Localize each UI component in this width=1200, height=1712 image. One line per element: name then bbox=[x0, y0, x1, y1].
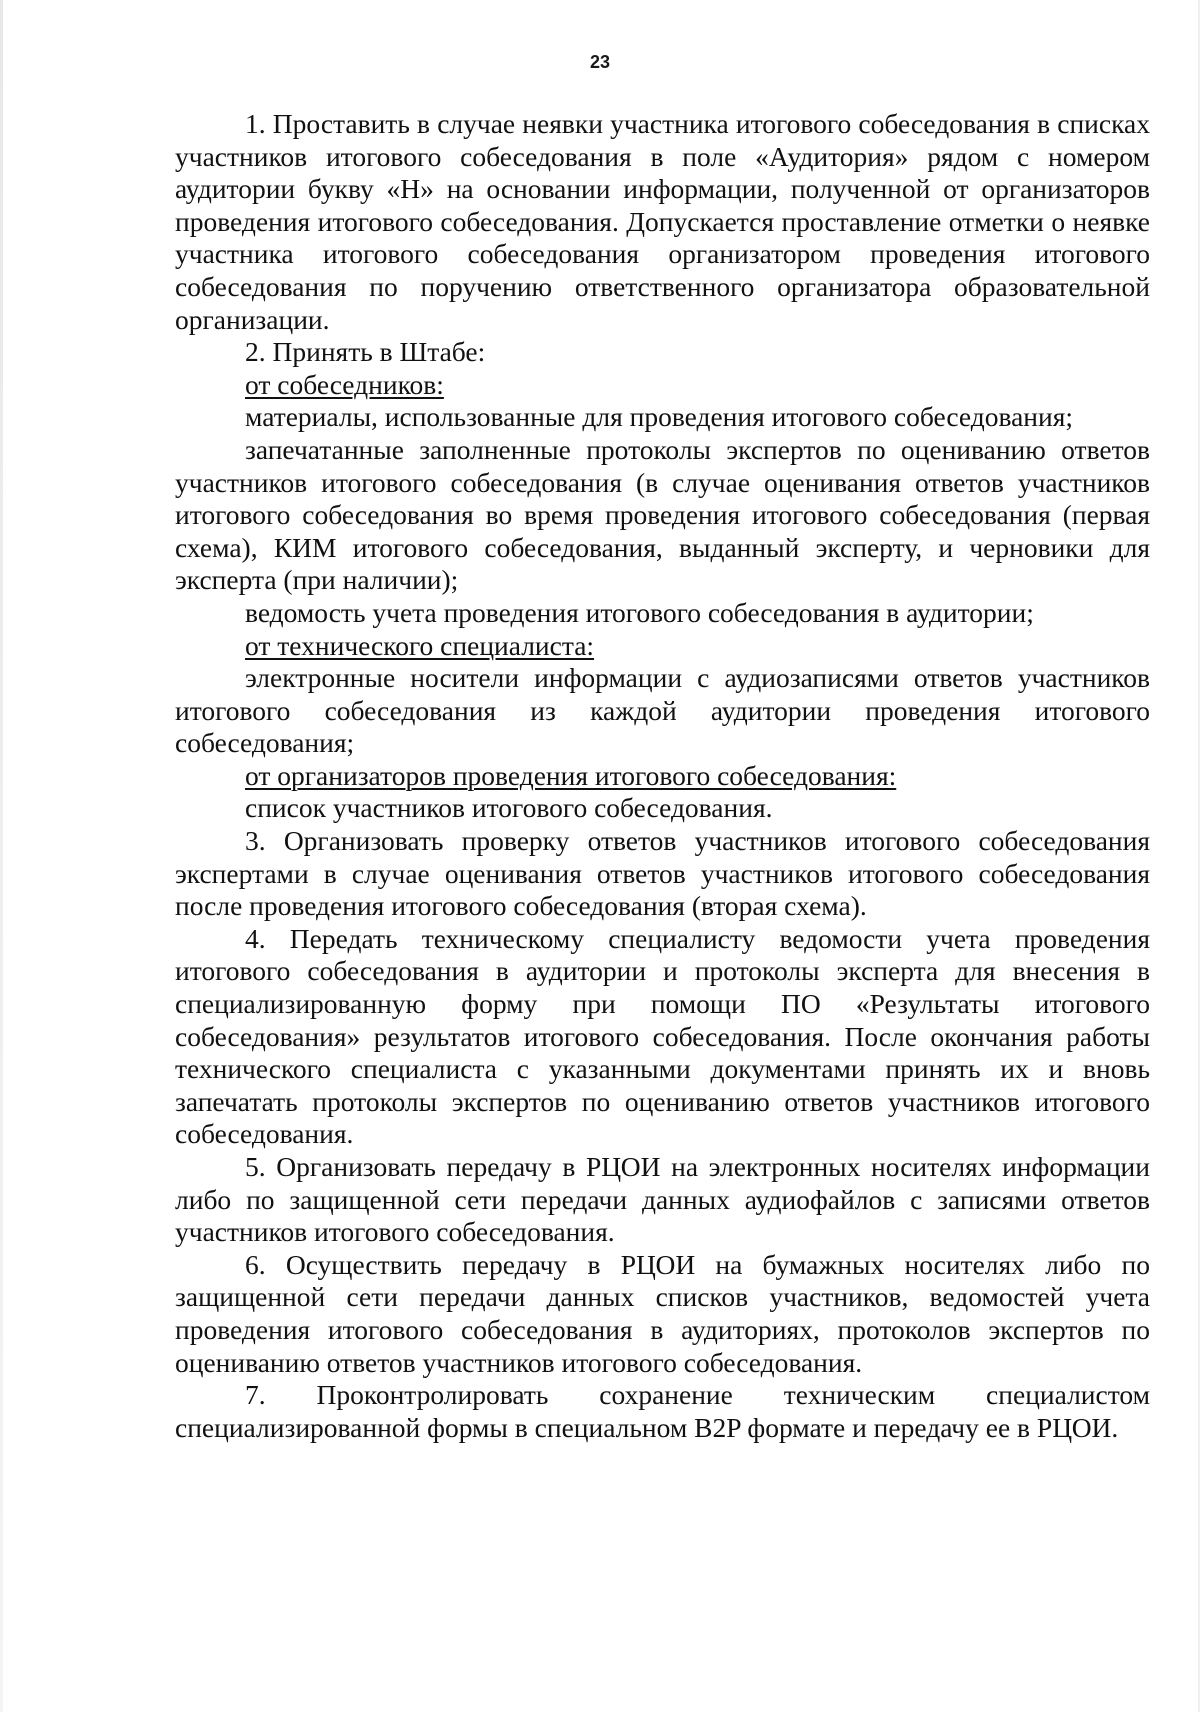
paragraph-protocols: запечатанные заполненные протоколы экспертов по оцениванию ответов участников итогового собеседования (в случае оценивания ответов участников итогового собеседования во время проведения итогового собеседования (первая схема), КИМ итогового собеседования, выданный эксперту, и черновики для эксперта (при наличии); bbox=[175, 433, 1150, 596]
paragraph-item-4: 4. Передать техническому специалисту ведомости учета проведения итогового собеседования в аудитории и протоколы эксперта для внесения в специализированную форму при помощи ПО «Результаты итогового собеседования» результатов итогового собеседования. После окончания работы технического специалиста с указанными документами принять их и вновь запечатать протоколы экспертов по оцениванию ответов участников итогового собеседования. bbox=[175, 922, 1150, 1150]
scan-edge bbox=[0, 0, 3, 1712]
paragraph-materials: материалы, использованные для проведения итогового собеседования; bbox=[245, 401, 1074, 433]
paragraph-item-6: 6. Осуществить передачу в РЦОИ на бумажных носителях либо по защищенной сети передачи данных списков участников, ведомостей учета проведения итогового собеседования в аудиториях, протоколов экспертов по оцениванию ответов участников итогового собеседования. bbox=[175, 1248, 1150, 1378]
subheading-text: от собеседников: bbox=[245, 368, 444, 400]
subheading-text: от организаторов проведения итогового собеседования: bbox=[245, 759, 897, 791]
subheading-text: от технического специалиста: bbox=[245, 629, 595, 661]
subheading-from-organizers bbox=[175, 760, 1150, 793]
paragraph-item-5: 5. Организовать передачу в РЦОИ на электронных носителях информации либо по защищенной сети передачи данных аудиофайлов с записями ответов участников итогового собеседования. bbox=[175, 1151, 1150, 1248]
paragraph-item-7: 7. Проконтролировать сохранение техническим специалистом специализированной формы в специальном B2P формате и передачу ее в РЦОИ. bbox=[175, 1379, 1150, 1443]
paragraph-participant-list: список участников итогового собеседования. bbox=[245, 792, 773, 824]
paragraph-item-3: 3. Организовать проверку ответов участников итогового собеседования экспертами в случае оценивания ответов участников итогового собеседования после проведения итогового собеседования (вторая схема). bbox=[175, 825, 1150, 922]
page-number: 23 bbox=[589, 52, 611, 72]
paragraph-item-1: 1. Проставить в случае неявки участника итогового собеседования в списках участников итогового собеседования в поле «Аудитория» рядом с номером аудитории букву «Н» на основании информации, полученной от организаторов проведения итогового собеседования. Допускается проставление отметки о неявке участника итогового собеседования организатором проведения итогового собеседования по поручению ответственного организатора образовательной организации. bbox=[175, 108, 1150, 335]
paragraph-item-2: 2. Принять в Штабе: bbox=[245, 336, 486, 368]
document-body bbox=[175, 108, 1150, 1444]
paragraph-media: электронные носители информации с аудиозаписями ответов участников итогового собеседования из каждой аудитории проведения итогового собеседования; bbox=[175, 662, 1150, 759]
paragraph-statement: ведомость учета проведения итогового собеседования в аудитории; bbox=[245, 596, 1034, 628]
subheading-from-tech-specialist bbox=[175, 630, 1150, 663]
subheading-from-interlocutors bbox=[175, 369, 1150, 402]
